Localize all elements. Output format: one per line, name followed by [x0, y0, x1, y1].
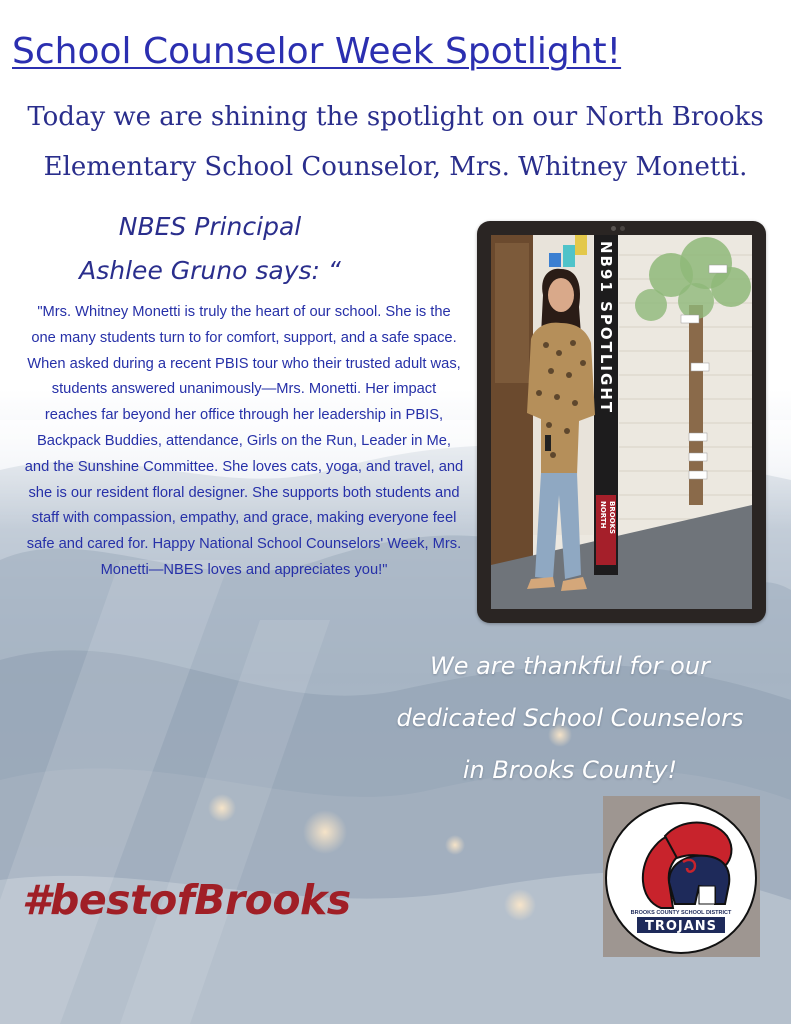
intro-line-2: Elementary School Counselor, Mrs. Whitney Monetti. — [43, 152, 748, 182]
intro-line-1: Today we are shining the spotlight on our North Brooks — [27, 102, 764, 132]
thankful-message — [360, 640, 780, 796]
thankful-line-2: dedicated School Counselors — [396, 704, 744, 732]
page-title: School Counselor Week Spotlight! — [12, 31, 622, 72]
logo-district-text: BROOKS COUNTY SCHOOL DISTRICT — [630, 910, 732, 916]
principal-quote: "Mrs. Whitney Monetti is truly the heart of our school. She is the one many students turn to for comfort, support, and a safe space. When asked during a recent PBIS tour who their trusted adult was, students answered unanimously—Mrs. Monetti. Her impact reaches far beyond her office through her leadership in PBIS, Backpack Buddies, attendance, Girls on the Run, Leader in Me, and the Sunshine Committee. She loves cats, yoga, and travel, and she is our resident floral designer. She supports both students and staff with compassion, empathy, and grace, making everyone feel safe and cared for. Happy National School Counselors' Week, Mrs. Monetti—NBES loves and appreciates you!" — [24, 304, 464, 578]
trojans-logo — [603, 796, 760, 957]
tablet-frame — [477, 221, 766, 623]
sign-spotlight-text: NB91 SPOTLIGHT — [597, 241, 615, 415]
spotlight-photo — [491, 235, 752, 609]
camera-sensor-icon — [620, 226, 625, 231]
intro-text — [0, 92, 791, 192]
sign-brooks-text: BROOKS — [608, 501, 616, 535]
hashtag: #bestofBrooks — [22, 876, 351, 924]
thankful-line-1: We are thankful for our — [430, 652, 710, 680]
principal-line-1: NBES Principal — [118, 212, 302, 241]
thankful-line-3: in Brooks County! — [462, 756, 678, 784]
camera-icon — [611, 226, 616, 231]
principal-attribution — [60, 205, 360, 293]
sign-north-text: NORTH — [599, 501, 607, 529]
principal-line-2: Ashlee Gruno says: “ — [79, 256, 341, 285]
logo-team-text: TROJANS — [644, 919, 718, 934]
